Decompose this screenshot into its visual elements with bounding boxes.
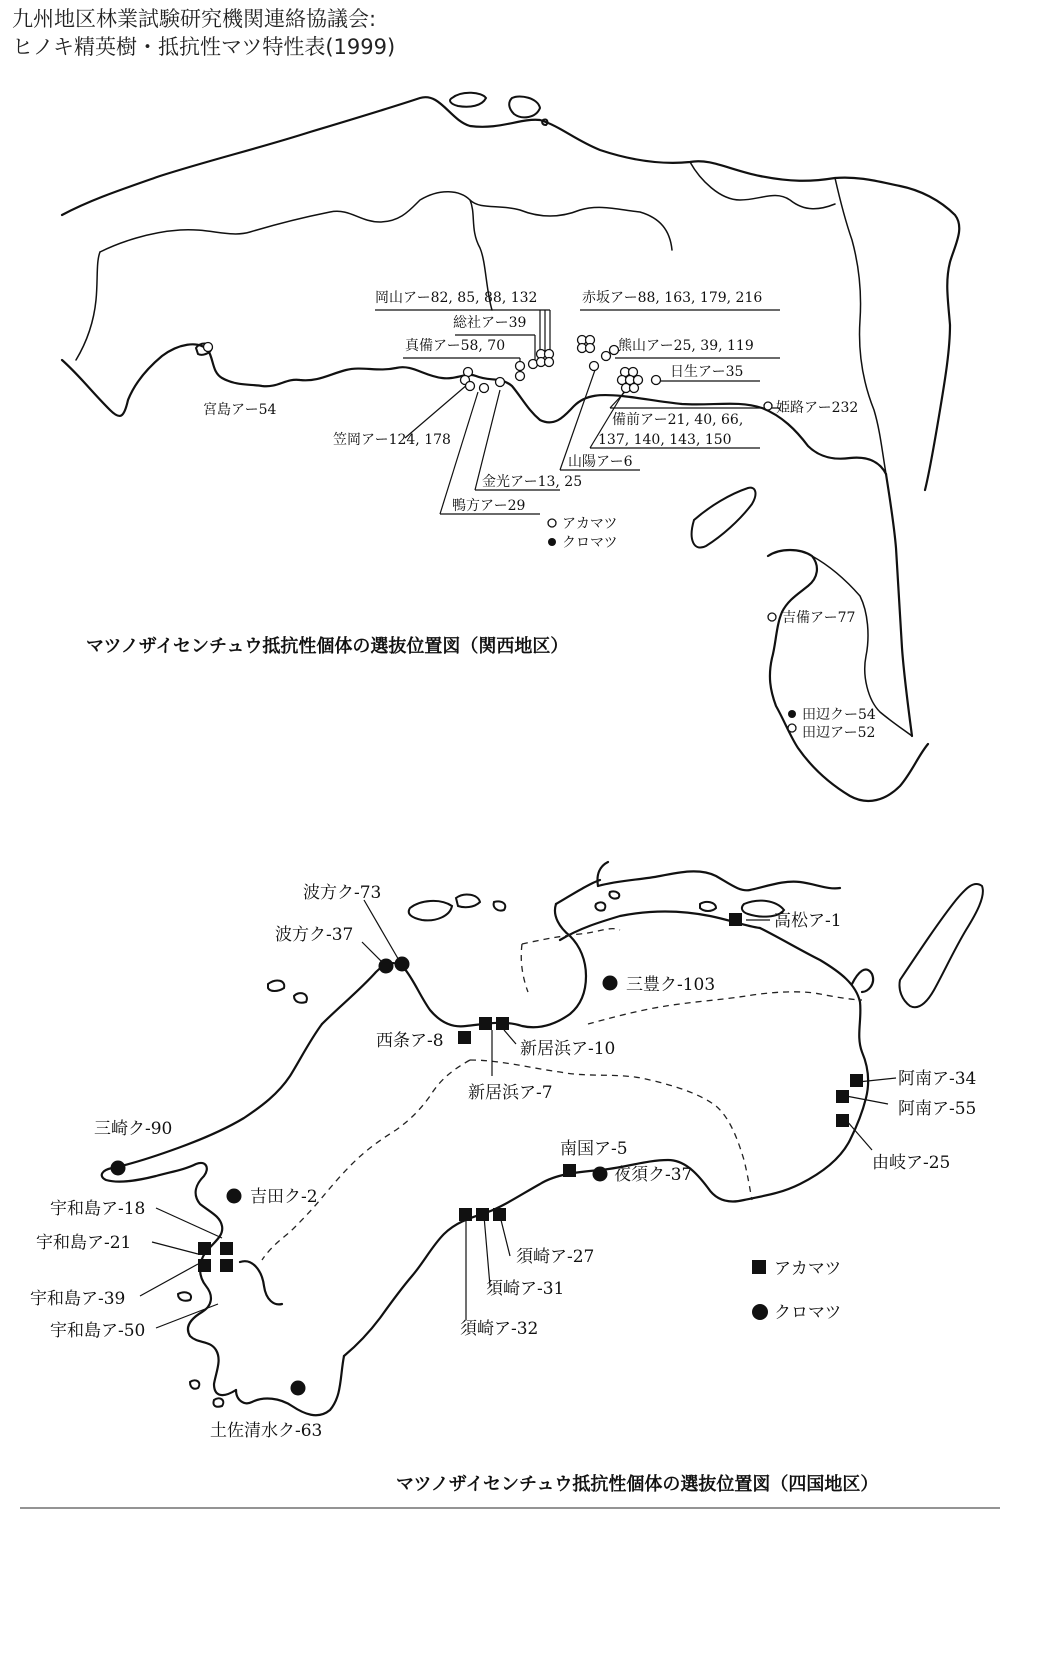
island bbox=[595, 902, 605, 910]
island bbox=[213, 1398, 223, 1406]
point-akamatsu bbox=[729, 913, 742, 926]
point-akamatsu bbox=[458, 1031, 471, 1044]
prefecture-border bbox=[521, 944, 528, 992]
label-bizen-2: 137, 140, 143, 150 bbox=[598, 432, 732, 448]
point-akamatsu bbox=[496, 1017, 509, 1030]
label-uwajima-50: 宇和島ア-50 bbox=[50, 1321, 146, 1341]
label-yuki: 由岐ア-25 bbox=[872, 1153, 951, 1173]
island bbox=[409, 901, 452, 920]
point-kuromatsu bbox=[379, 959, 394, 974]
point-akamatsu bbox=[479, 1017, 492, 1030]
point-akamatsu bbox=[198, 1242, 211, 1255]
label-bizen-1: 備前アー21, 40, 66, bbox=[612, 412, 744, 428]
island bbox=[456, 895, 480, 908]
label-toyo: 三豊ク-103 bbox=[626, 975, 716, 995]
shikoku-south-coast bbox=[236, 1356, 344, 1415]
legend-kuromatsu-symbol bbox=[752, 1304, 768, 1320]
label-takamatsu: 高松ア-1 bbox=[774, 911, 842, 931]
point-akamatsu bbox=[563, 1164, 576, 1177]
shikoku-coastline bbox=[556, 862, 608, 904]
legend-kuromatsu-label: クロマツ bbox=[562, 535, 618, 551]
prefecture-border bbox=[262, 1060, 470, 1260]
header-line-1: 九州地区林業試験研究機関連絡協議会: bbox=[12, 7, 377, 31]
label-makibi: 真備アー58, 70 bbox=[405, 338, 506, 354]
label-anan-34: 阿南ア-34 bbox=[898, 1069, 977, 1089]
label-sanyo: 山陽アー6 bbox=[568, 454, 633, 470]
label-tosashimizu: 土佐清水ク-63 bbox=[210, 1421, 323, 1441]
label-himeji: 姫路アー232 bbox=[776, 400, 859, 416]
label-uwajima-39: 宇和島ア-39 bbox=[30, 1289, 126, 1309]
label-tanabe-a: 田辺アー52 bbox=[802, 725, 876, 741]
label-yoshida: 吉田ク-2 bbox=[250, 1187, 318, 1207]
point-akamatsu bbox=[476, 1208, 489, 1221]
label-niihama-7: 新居浜ア-7 bbox=[468, 1083, 553, 1103]
island bbox=[700, 902, 716, 911]
point-akamatsu bbox=[836, 1090, 849, 1103]
label-hakata-37: 波方ク-37 bbox=[275, 925, 354, 945]
legend-kuromatsu-label: クロマツ bbox=[774, 1303, 842, 1323]
island bbox=[190, 1380, 199, 1388]
label-soja: 総社アー39 bbox=[453, 315, 527, 331]
island bbox=[178, 1292, 191, 1300]
point-akamatsu bbox=[850, 1074, 863, 1087]
point-kuromatsu bbox=[111, 1161, 126, 1176]
shikoku-caption: マツノザイセンチュウ抵抗性個体の選抜位置図（四国地区） bbox=[396, 1474, 879, 1495]
label-konko: 金光アー13, 25 bbox=[482, 474, 583, 490]
point-akamatsu bbox=[220, 1242, 233, 1255]
island bbox=[609, 891, 619, 898]
label-kasaoka: 笠岡アー124, 178 bbox=[333, 432, 451, 448]
label-saijo: 西条ア-8 bbox=[376, 1031, 444, 1051]
legend-akamatsu-label: アカマツ bbox=[774, 1259, 842, 1279]
point-akamatsu bbox=[836, 1114, 849, 1127]
point-kuromatsu bbox=[593, 1167, 608, 1182]
shikoku-west-coast bbox=[240, 1261, 282, 1304]
island bbox=[494, 901, 506, 910]
label-kamogata: 鴨方アー29 bbox=[452, 498, 526, 514]
shikoku-coastline bbox=[322, 904, 586, 1027]
point-akamatsu bbox=[220, 1259, 233, 1272]
label-hakata-73: 波方ク-73 bbox=[303, 883, 382, 903]
header-line-2: ヒノキ精英樹・抵抗性マツ特性表(1999) bbox=[12, 35, 396, 59]
point-kuromatsu bbox=[603, 976, 618, 991]
label-kibi: 吉備アー77 bbox=[782, 610, 856, 626]
awaji-island bbox=[899, 884, 982, 1007]
point-kuromatsu bbox=[395, 957, 410, 972]
prefecture-border bbox=[470, 1060, 752, 1200]
point-akamatsu bbox=[493, 1208, 506, 1221]
point-akamatsu bbox=[459, 1208, 472, 1221]
label-kumayama: 熊山アー25, 39, 119 bbox=[618, 338, 754, 354]
island bbox=[268, 981, 284, 991]
island bbox=[294, 993, 307, 1003]
prefecture-border bbox=[588, 992, 862, 1024]
label-yasu: 夜須ク-37 bbox=[614, 1165, 693, 1185]
legend-akamatsu-symbol bbox=[752, 1260, 766, 1274]
label-susaki-32: 須崎ア-32 bbox=[460, 1319, 539, 1339]
label-susaki-31: 須崎ア-31 bbox=[486, 1279, 565, 1299]
honshu-fragment-coast bbox=[598, 871, 840, 890]
label-niihama-10: 新居浜ア-10 bbox=[520, 1039, 616, 1059]
kansai-caption: マツノザイセンチュウ抵抗性個体の選抜位置図（関西地区） bbox=[86, 636, 569, 657]
label-misaki: 三崎ク-90 bbox=[94, 1119, 173, 1139]
label-tanabe-k: 田辺クー54 bbox=[802, 707, 876, 723]
point-akamatsu bbox=[198, 1259, 211, 1272]
legend-akamatsu-label: アカマツ bbox=[562, 516, 618, 532]
label-hinase: 日生アー35 bbox=[670, 364, 744, 380]
label-miyajima: 宮島アー54 bbox=[203, 402, 277, 418]
label-uwajima-21: 宇和島ア-21 bbox=[36, 1233, 132, 1253]
label-uwajima-18: 宇和島ア-18 bbox=[50, 1199, 146, 1219]
label-akasaka: 赤坂アー88, 163, 179, 216 bbox=[582, 290, 763, 306]
label-susaki-27: 須崎ア-27 bbox=[516, 1247, 595, 1267]
label-nankoku: 南国ア-5 bbox=[560, 1139, 628, 1159]
label-okayama: 岡山アー82, 85, 88, 132 bbox=[375, 290, 538, 306]
point-kuromatsu bbox=[291, 1381, 306, 1396]
point-kuromatsu bbox=[227, 1189, 242, 1204]
label-anan-55: 阿南ア-55 bbox=[898, 1099, 977, 1119]
